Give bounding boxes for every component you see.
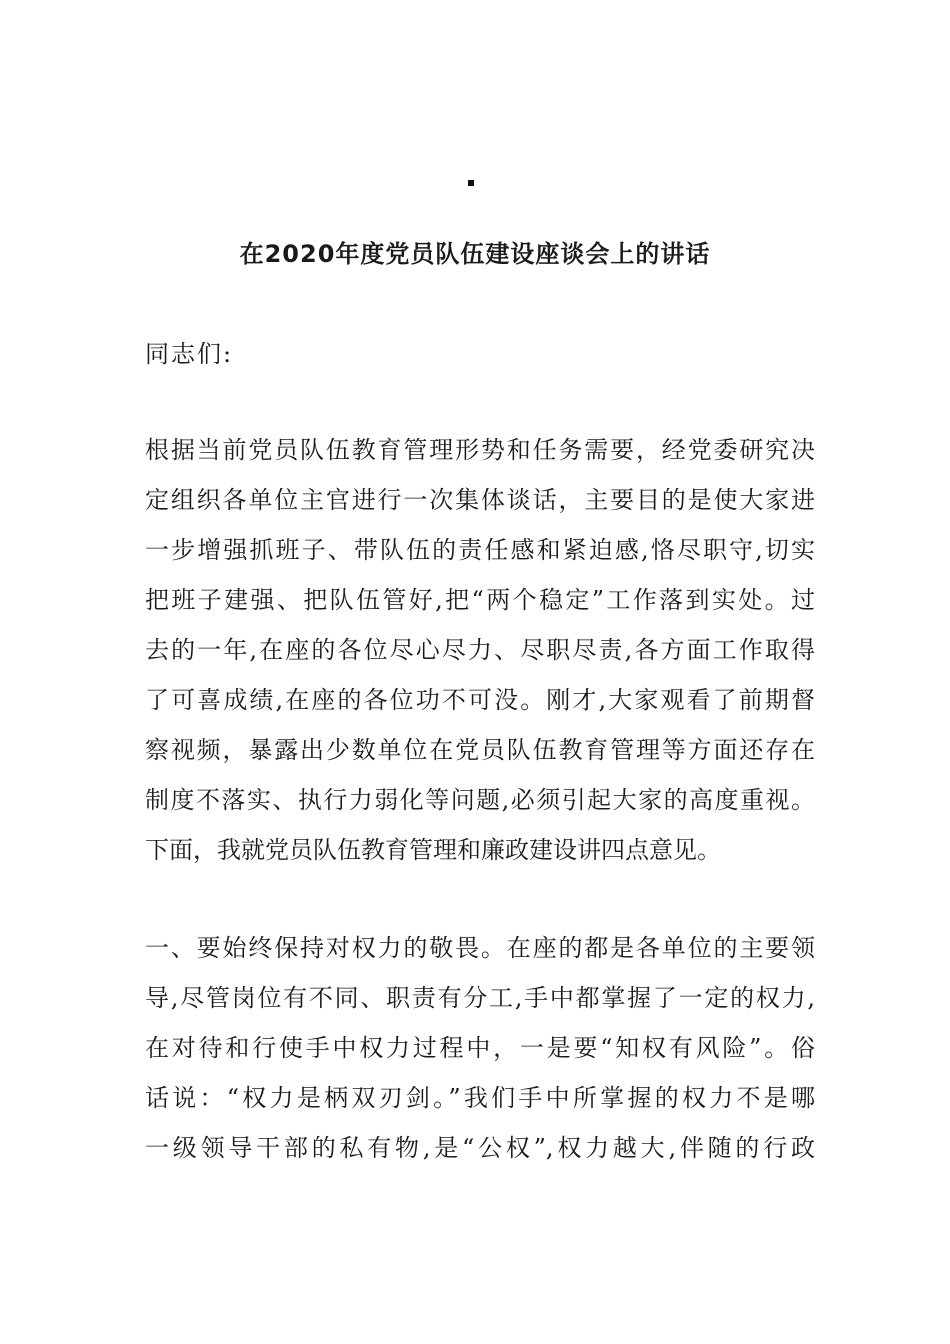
- paragraph-intro: [145, 425, 815, 875]
- paragraph-line: 把班子建强、把队伍管好,把“两个稳定”工作落到实处。过: [145, 586, 815, 614]
- paragraph-line: 察视频，暴露出少数单位在党员队伍教育管理等方面还存在: [145, 736, 815, 764]
- paragraph-line: 一步增强抓班子、带队伍的责任感和紧迫感,恪尽职守,切实: [145, 536, 815, 564]
- page-title: 在2020年度党员队伍建设座谈会上的讲话: [239, 240, 711, 268]
- paragraph-line: 一级领导干部的私有物,是“公权”,权力越大,伴随的行政: [145, 1134, 815, 1162]
- paragraph-section-one: [145, 923, 815, 1173]
- paragraph-line: 定组织各单位主官进行一次集体谈话，主要目的是使大家进: [145, 486, 815, 514]
- paragraph-line: 话说：“权力是柄双刃剑。”我们手中所掌握的权力不是哪: [145, 1084, 815, 1112]
- paragraph-line: 去的一年,在座的各位尽心尽力、尽职尽责,各方面工作取得: [145, 636, 815, 664]
- paragraph-line: 制度不落实、执行力弱化等问题,必须引起大家的高度重视。: [145, 786, 815, 814]
- paragraph-line: 一、要始终保持对权力的敬畏。在座的都是各单位的主要领: [145, 934, 815, 962]
- salutation: 同志们:: [145, 340, 234, 368]
- paragraph-line: 导,尽管岗位有不同、职责有分工,手中都掌握了一定的权力,: [145, 984, 815, 1012]
- paragraph-line: 了可喜成绩,在座的各位功不可没。刚才,大家观看了前期督: [145, 686, 815, 714]
- paragraph-line: 根据当前党员队伍教育管理形势和任务需要，经党委研究决: [145, 436, 815, 464]
- paragraph-line: 在对待和行使手中权力过程中，一是要“知权有风险”。俗: [145, 1034, 815, 1062]
- header-dot: [468, 180, 474, 186]
- paragraph-line: 下面，我就党员队伍教育管理和廉政建设讲四点意见。: [145, 836, 721, 864]
